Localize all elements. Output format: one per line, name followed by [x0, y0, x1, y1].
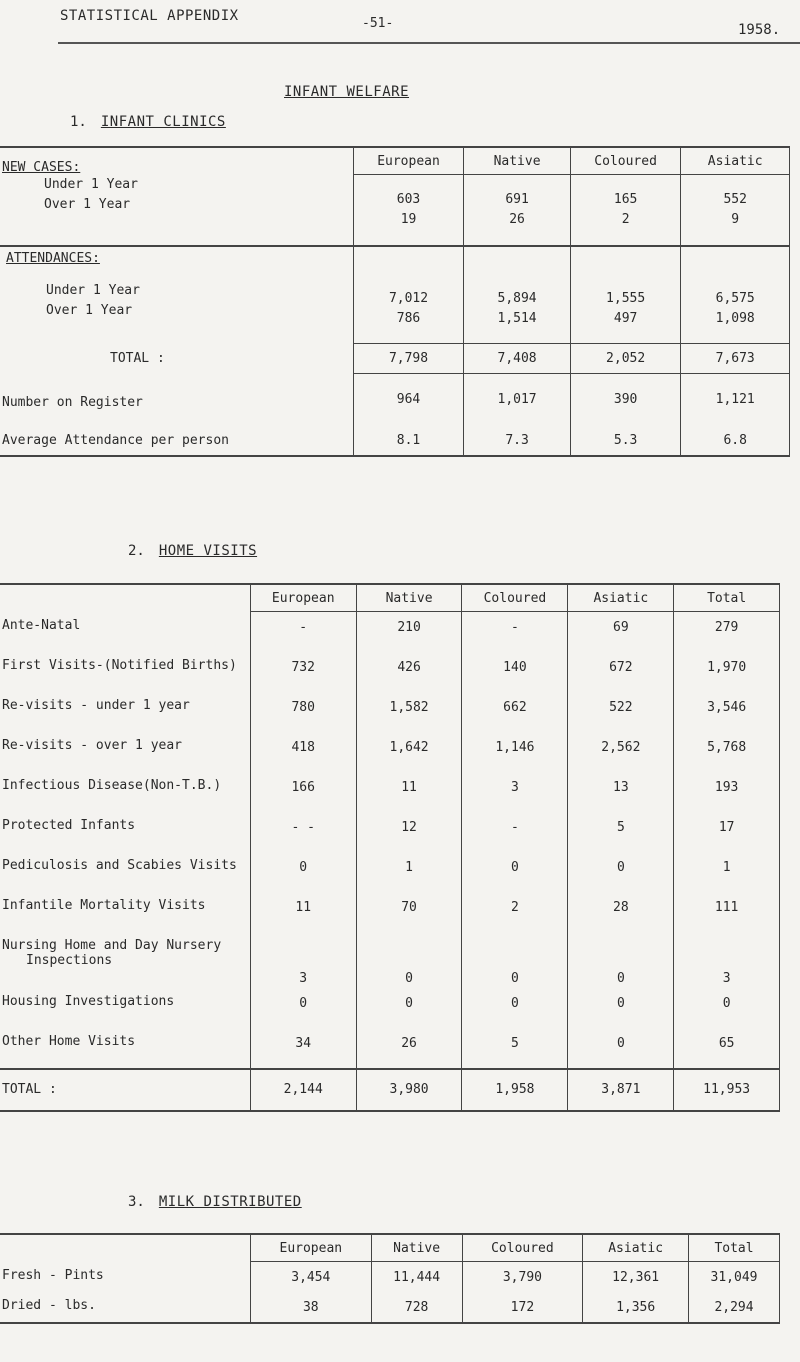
row-label: Infectious Disease(Non-T.B.)	[2, 777, 222, 793]
row-label: Protected Infants	[2, 817, 136, 833]
table-cell: 1,582	[356, 692, 462, 732]
col-asiatic: Asiatic	[568, 584, 674, 612]
att-under-label: Under 1 Year	[46, 283, 140, 298]
col-total: Total	[689, 1234, 780, 1262]
row-label: First Visits-(Notified Births)	[2, 657, 237, 673]
table-cell: 0	[250, 852, 356, 892]
col-european: European	[353, 147, 464, 175]
table-cell: 1	[674, 852, 780, 892]
table-row	[0, 988, 780, 1028]
table-cell: 780	[250, 692, 356, 732]
table-cell: 70	[356, 892, 462, 932]
table-cell: 0	[568, 1028, 674, 1069]
table-row	[0, 692, 780, 732]
table-row	[0, 892, 780, 932]
table-cell: 13	[568, 772, 674, 812]
register-label: Number on Register	[2, 394, 143, 410]
table-cell: 1	[356, 852, 462, 892]
table-cell: 34	[250, 1028, 356, 1069]
table-cell: 732	[250, 652, 356, 692]
table-cell: 0	[462, 988, 568, 1028]
col-native: Native	[371, 1234, 462, 1262]
table-cell: 672	[568, 652, 674, 692]
table-cell: 0	[462, 932, 568, 988]
page-number: -51-	[362, 16, 394, 31]
table-cell: 28	[568, 892, 674, 932]
table-cell: 31,049	[689, 1262, 780, 1292]
table-cell: 3	[674, 932, 780, 988]
table-cell: 2,562	[568, 732, 674, 772]
row-label: Infantile Mortality Visits	[2, 897, 206, 913]
table-cell: 728	[371, 1292, 462, 1323]
row-label: Re-visits - under 1 year	[2, 697, 190, 713]
new-cases-label: NEW CASES:	[2, 160, 81, 175]
table-cell: 1,970	[674, 652, 780, 692]
table-cell: 12	[356, 812, 462, 852]
appendix-heading: STATISTICAL APPENDIX	[60, 8, 239, 24]
col-native: Native	[464, 147, 571, 175]
table-cell: 0	[674, 988, 780, 1028]
table-cell: 3,454	[251, 1262, 372, 1292]
table-cell: -	[462, 812, 568, 852]
table-row	[0, 732, 780, 772]
table-cell: 111	[674, 892, 780, 932]
table-row	[0, 612, 780, 652]
table-cell: 0	[568, 852, 674, 892]
table-cell: 69	[568, 612, 674, 652]
table-cell: 38	[251, 1292, 372, 1323]
attendances-label: ATTENDANCES:	[6, 251, 100, 266]
col-coloured: Coloured	[462, 584, 568, 612]
table-cell: 3,546	[674, 692, 780, 732]
table-cell: 279	[674, 612, 780, 652]
average-row: Average Attendance per person 8.1 7.3 5.3 6.8	[0, 425, 790, 456]
table-cell: 0	[568, 988, 674, 1028]
table-cell: 12,361	[583, 1262, 689, 1292]
table-cell: 1,146	[462, 732, 568, 772]
table-cell: 426	[356, 652, 462, 692]
infant-clinics-table	[0, 146, 790, 457]
table-cell: 0	[250, 988, 356, 1028]
col-total: Total	[674, 584, 780, 612]
table-cell: 0	[462, 852, 568, 892]
section-1-title: 1. INFANT CLINICS	[70, 114, 226, 130]
table-cell: 5	[568, 812, 674, 852]
average-label: Average Attendance per person	[0, 425, 353, 456]
table-cell: 0	[356, 932, 462, 988]
row-label: Nursing Home and Day Nursery Inspections	[2, 937, 222, 968]
table-cell: 2,294	[689, 1292, 780, 1323]
table-cell: 3	[462, 772, 568, 812]
table-cell: - -	[250, 812, 356, 852]
home-visits-body	[0, 612, 780, 1069]
table-cell: 11	[356, 772, 462, 812]
table-cell: 193	[674, 772, 780, 812]
new-over-label: Over 1 Year	[44, 197, 131, 212]
total-label: TOTAL :	[0, 1069, 250, 1111]
milk-distributed-table	[0, 1233, 780, 1324]
table-cell: 11,444	[371, 1262, 462, 1292]
total-label: TOTAL :	[110, 350, 165, 366]
table-cell: -	[462, 612, 568, 652]
table-cell: 0	[356, 988, 462, 1028]
table-row	[0, 812, 780, 852]
col-native: Native	[356, 584, 462, 612]
col-european: European	[250, 584, 356, 612]
table-cell: 522	[568, 692, 674, 732]
table-row	[0, 1262, 780, 1292]
new-under-label: Under 1 Year	[44, 177, 138, 192]
table-row	[0, 652, 780, 692]
col-european: European	[251, 1234, 372, 1262]
new-cases-row: Under 1 Year Over 1 Year 603 19 691 26 165 2 552 9	[0, 175, 790, 246]
table-cell: 1,356	[583, 1292, 689, 1323]
table-cell: 26	[356, 1028, 462, 1069]
col-asiatic: Asiatic	[583, 1234, 689, 1262]
row-label: Re-visits - over 1 year	[2, 737, 183, 753]
table-cell: 140	[462, 652, 568, 692]
table-row	[0, 932, 780, 988]
table-cell: 5,768	[674, 732, 780, 772]
col-coloured: Coloured	[570, 147, 681, 175]
table-cell: 3	[250, 932, 356, 988]
home-visits-total-row: TOTAL : 2,144 3,980 1,958 3,871 11,953	[0, 1069, 780, 1111]
table-row	[0, 772, 780, 812]
table-cell: 3,790	[462, 1262, 583, 1292]
table-cell: 11	[250, 892, 356, 932]
section-3-title: 3. MILK DISTRIBUTED	[128, 1194, 302, 1210]
table-row	[0, 1028, 780, 1069]
home-visits-table	[0, 583, 780, 1112]
attendances-row: ATTENDANCES: Under 1 Year Over 1 Year 7,012 786 5,894 1,514 1,555 497 6,575 1,098	[0, 246, 790, 343]
table-row	[0, 1292, 780, 1323]
row-label: Dried - lbs.	[0, 1292, 251, 1323]
table-cell: 17	[674, 812, 780, 852]
table-cell: 172	[462, 1292, 583, 1323]
row-label: Pediculosis and Scabies Visits	[2, 857, 237, 873]
table-cell: 0	[568, 932, 674, 988]
total-row: TOTAL : 7,798 7,408 2,052 7,673	[0, 343, 790, 373]
table-cell: 210	[356, 612, 462, 652]
col-coloured: Coloured	[462, 1234, 583, 1262]
table-cell: -	[250, 612, 356, 652]
att-over-label: Over 1 Year	[46, 303, 133, 318]
table-row	[0, 852, 780, 892]
report-year: 1958.	[738, 22, 781, 38]
table-cell: 5	[462, 1028, 568, 1069]
header-rule	[58, 42, 800, 44]
milk-body	[0, 1262, 780, 1323]
document-title: INFANT WELFARE	[284, 84, 410, 100]
row-label: Ante-Natal	[2, 617, 81, 633]
row-label: Housing Investigations	[2, 993, 175, 1009]
table-cell: 1,642	[356, 732, 462, 772]
table-cell: 418	[250, 732, 356, 772]
section-2-title: 2. HOME VISITS	[128, 543, 258, 559]
table-cell: 166	[250, 772, 356, 812]
table-cell: 2	[462, 892, 568, 932]
row-label: Fresh - Pints	[2, 1267, 104, 1283]
page-header	[0, 8, 800, 58]
table-cell: 662	[462, 692, 568, 732]
table-cell: 65	[674, 1028, 780, 1069]
col-asiatic: Asiatic	[681, 147, 790, 175]
row-label: Other Home Visits	[2, 1033, 136, 1049]
register-row: Number on Register 964 1,017 390 1,121	[0, 373, 790, 425]
